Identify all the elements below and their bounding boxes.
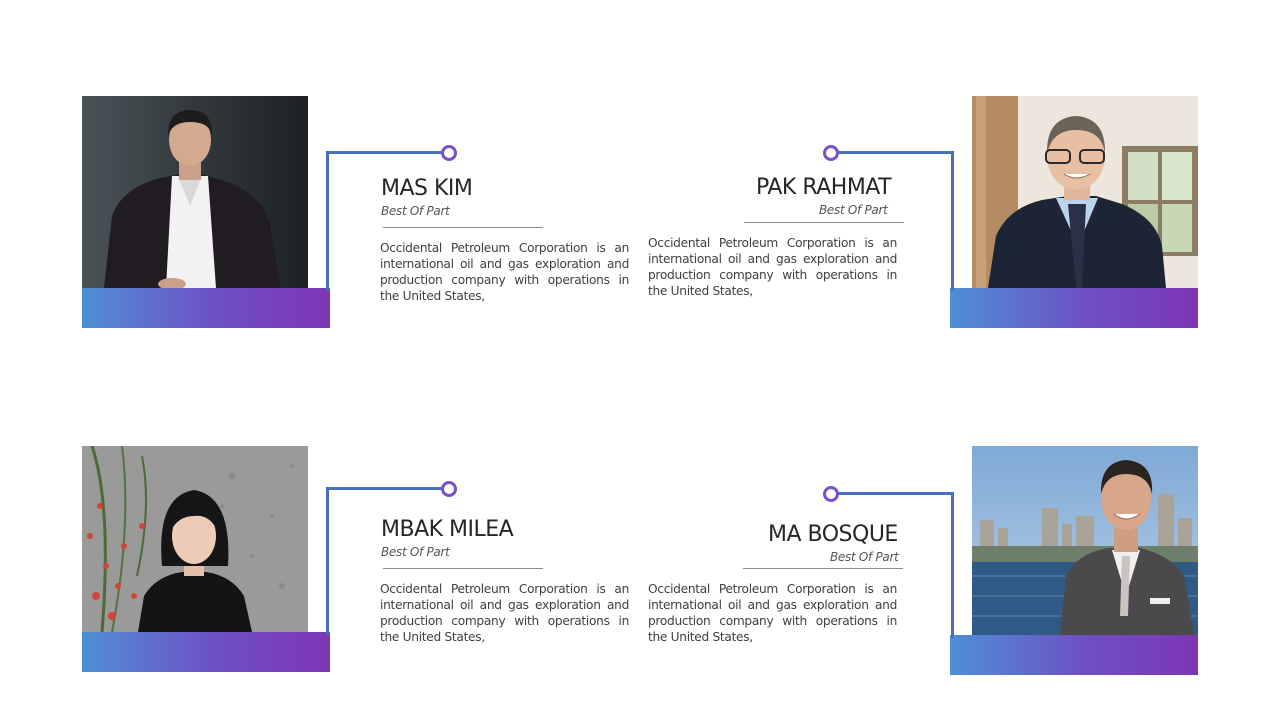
photo-pak-rahmat — [972, 96, 1198, 288]
accent-bar — [82, 288, 330, 328]
member-role: Best Of Part — [830, 550, 899, 564]
member-description: Occidental Petroleum Corporation is an international oil and gas exploration and production company with operations in the United States, — [380, 241, 629, 303]
member-role: Best Of Part — [381, 204, 450, 218]
connector-line — [326, 151, 329, 291]
accent-bar — [950, 635, 1198, 675]
member-description: Occidental Petroleum Corporation is an international oil and gas exploration and production company with operations in the United States, — [380, 582, 629, 644]
photo-mas-kim — [82, 96, 308, 288]
connector-line — [326, 487, 329, 635]
member-name: MAS KIM — [381, 176, 473, 201]
connector-line — [326, 487, 448, 490]
connector-line — [832, 492, 954, 495]
photo-mbak-milea — [82, 446, 308, 632]
connector-line — [832, 151, 954, 154]
connector-line — [326, 151, 448, 154]
photo-ma-bosque — [972, 446, 1198, 635]
portrait-man-waterfront — [972, 446, 1198, 635]
portrait-woman-dark-hair — [82, 446, 308, 632]
divider — [383, 227, 543, 228]
accent-bar — [950, 288, 1198, 328]
portrait-man-dark-suit — [82, 96, 308, 288]
connector-line — [951, 151, 954, 291]
connector-dot — [823, 486, 839, 502]
divider — [743, 568, 903, 569]
member-name: PAK RAHMAT — [756, 175, 892, 200]
accent-bar — [82, 632, 330, 672]
connector-dot — [823, 145, 839, 161]
portrait-man-glasses — [972, 96, 1198, 288]
member-description: Occidental Petroleum Corporation is an international oil and gas exploration and production company with operations in the United States, — [648, 236, 897, 298]
member-description: Occidental Petroleum Corporation is an international oil and gas exploration and production company with operations in the United States, — [648, 582, 897, 644]
divider — [383, 568, 543, 569]
connector-dot — [441, 481, 457, 497]
member-name: MBAK MILEA — [381, 517, 514, 542]
member-role: Best Of Part — [381, 545, 450, 559]
connector-dot — [441, 145, 457, 161]
member-name: MA BOSQUE — [768, 522, 898, 547]
divider — [744, 222, 904, 223]
member-role: Best Of Part — [819, 203, 888, 217]
connector-line — [951, 492, 954, 638]
